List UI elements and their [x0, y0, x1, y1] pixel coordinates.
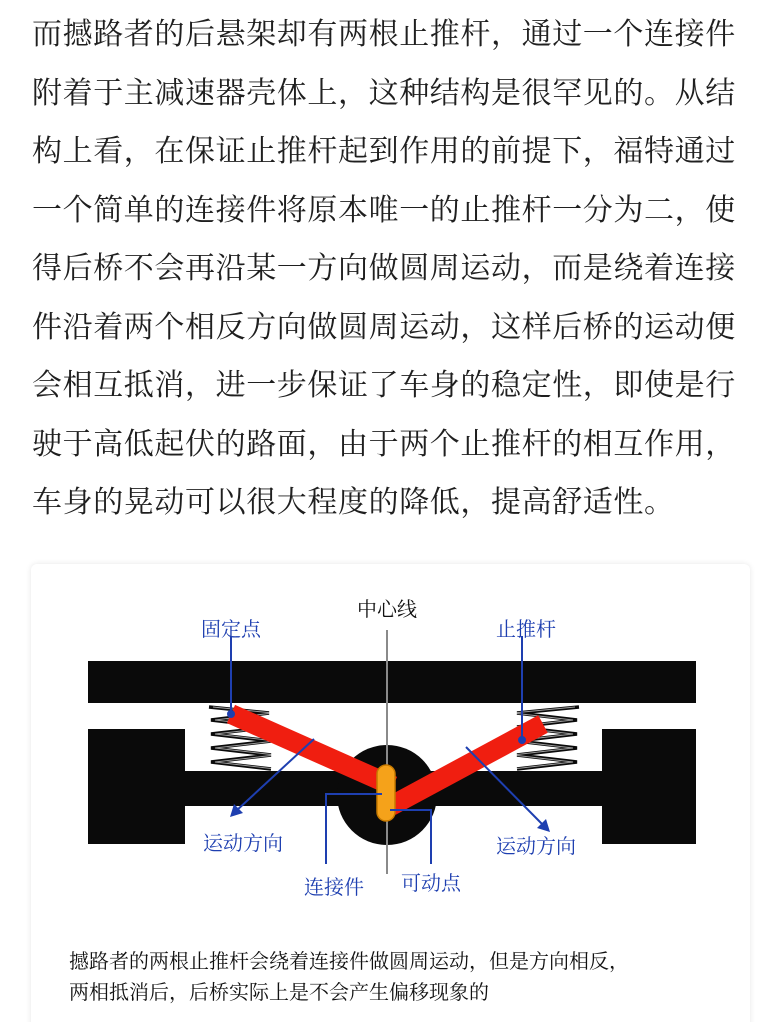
caption-line: 两相抵消后，后桥实际上是不会产生偏移现象的	[69, 980, 489, 1004]
thrust-rod-label: 止推杆	[496, 617, 556, 641]
paragraph-line: 附着于主减速器壳体上，这种结构是很罕见的。从结	[32, 75, 736, 111]
paragraph-line: 得后桥不会再沿某一方向做圆周运动，而是绕着连接	[32, 251, 736, 286]
center-line-label: 中心线	[357, 597, 417, 621]
diagram-caption	[69, 946, 729, 1008]
suspension-diagram-card[interactable]	[31, 564, 750, 1022]
frame-top-bar	[88, 661, 696, 703]
movable-point-label: 可动点	[401, 871, 461, 895]
motion-direction-left-label: 运动方向	[203, 831, 283, 855]
fixed-point-label: 固定点	[201, 617, 261, 641]
suspension-diagram	[31, 564, 750, 934]
connector-label: 连接件	[304, 875, 364, 899]
article-body	[32, 6, 752, 533]
paragraph-line: 车身的晃动可以很大程度的降低，提高舒适性。	[32, 485, 675, 520]
paragraph-line: 一个简单的连接件将原本唯一的止推杆一分为二，使	[32, 192, 736, 228]
right-block	[602, 729, 696, 844]
paragraph-line: 件沿着两个相反方向做圆周运动，这样后桥的运动便	[32, 309, 736, 345]
paragraph-line: 驶于高低起伏的路面，由于两个止推杆的相互作用，	[32, 426, 736, 462]
paragraph-line: 构上看，在保证止推杆起到作用的前提下，福特通过	[32, 134, 736, 169]
caption-line: 撼路者的两根止推杆会绕着连接件做圆周运动，但是方向相反，	[69, 949, 629, 973]
thrust-rod-marker	[519, 737, 525, 743]
article-paragraph	[32, 6, 752, 533]
paragraph-line: 而撼路者的后悬架却有两根止推杆，通过一个连接件	[32, 17, 736, 52]
fixed-point-marker	[228, 711, 234, 717]
left-block	[88, 729, 185, 844]
paragraph-line: 会相互抵消，进一步保证了车身的稳定性，即使是行	[32, 368, 736, 403]
motion-direction-right-label: 运动方向	[496, 834, 576, 858]
